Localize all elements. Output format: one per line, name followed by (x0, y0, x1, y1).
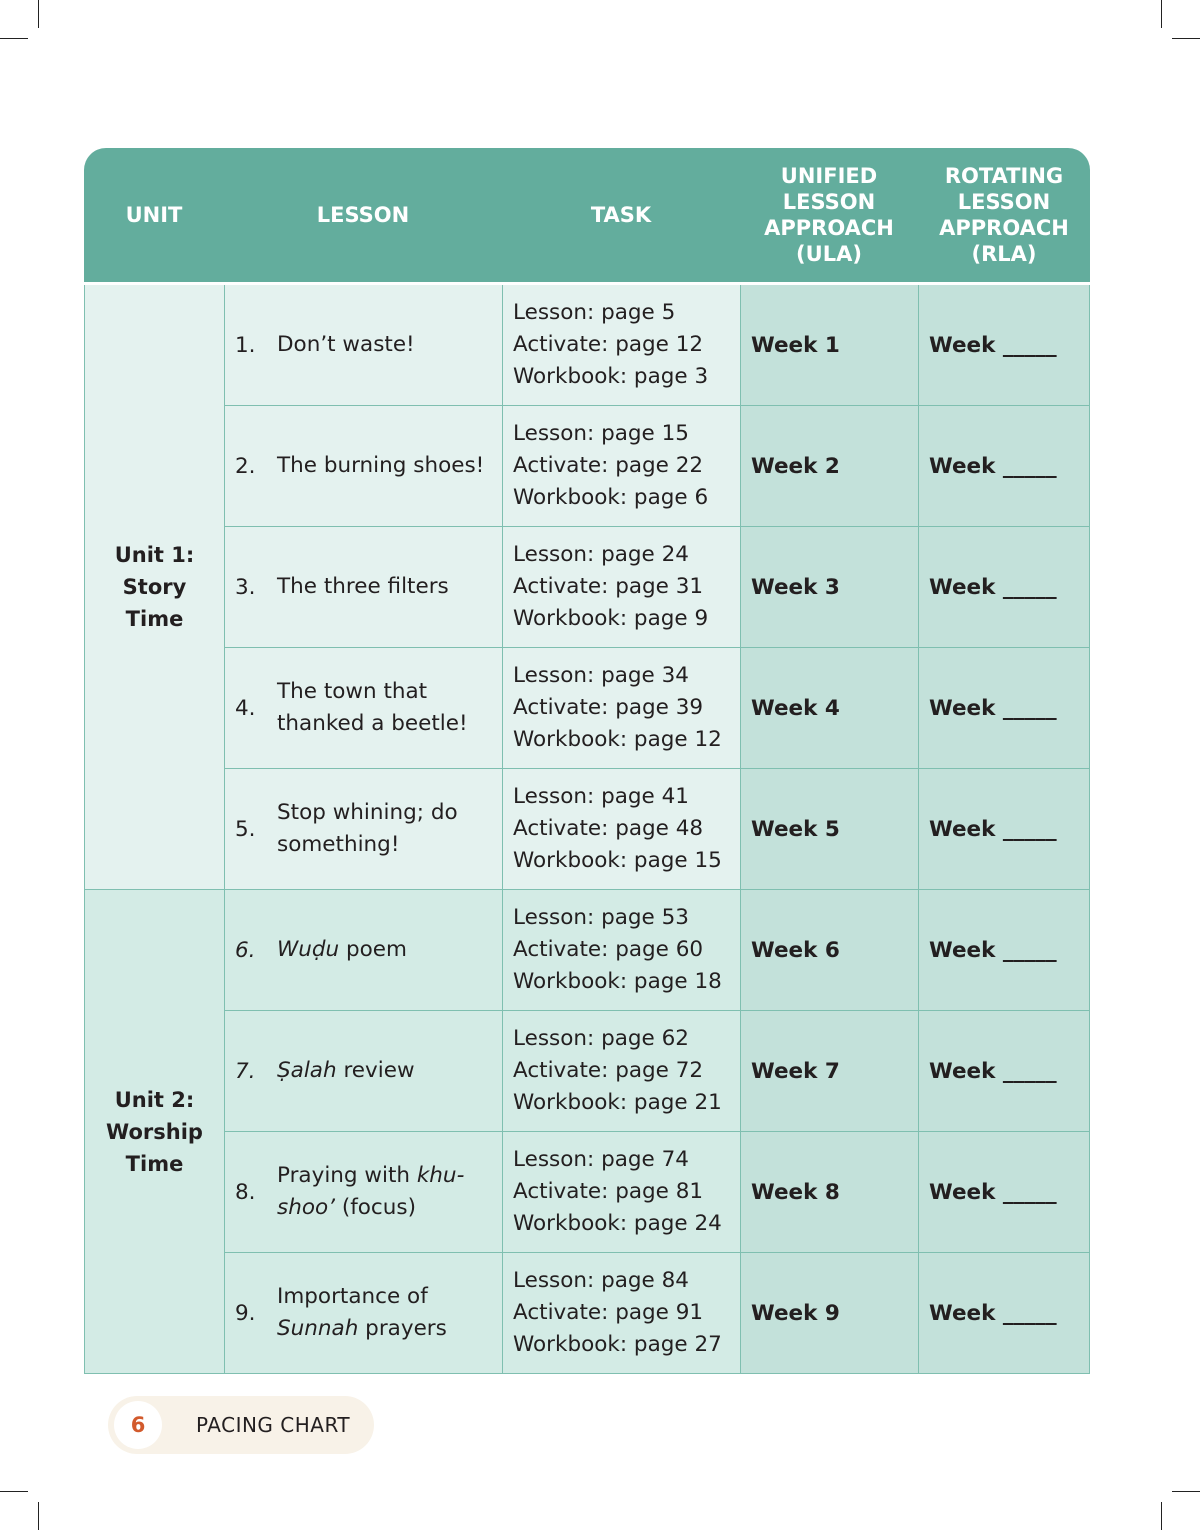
lesson-title (277, 934, 407, 966)
unit-1-group (84, 285, 1090, 890)
task-line: Activate: page 81 (513, 1179, 704, 1204)
page-number: 6 (114, 1401, 162, 1449)
ula-week: Week 3 (740, 527, 918, 648)
task-line: Workbook: page 6 (513, 485, 709, 510)
header-lesson: LESSON (316, 203, 410, 227)
lesson-title-rest: poem (339, 937, 407, 962)
lesson-title-rest: (focus) (334, 1195, 416, 1220)
lesson-title-italic: Sunnah (277, 1316, 359, 1341)
lesson-number: 4. (235, 695, 256, 721)
rla-week: Week _____ (918, 1132, 1090, 1253)
lesson-title (277, 1055, 415, 1087)
lesson-cell (224, 769, 502, 890)
header-ula-line: LESSON (782, 190, 876, 214)
rla-week: Week _____ (918, 285, 1090, 406)
unit-title-line: Time (125, 1151, 184, 1176)
task-line: Lesson: page 62 (513, 1026, 689, 1051)
header-rla-line: (RLA) (971, 242, 1037, 266)
ula-week: Week 5 (740, 769, 918, 890)
lesson-title: Importance of (277, 1284, 428, 1309)
rla-week: Week _____ (918, 1253, 1090, 1374)
lesson-title-italic: Ṣalah (277, 1058, 337, 1083)
task-line: Workbook: page 24 (513, 1211, 722, 1236)
pacing-table (84, 148, 1090, 1374)
lesson-cell (224, 527, 502, 648)
unit-1-title (84, 285, 224, 890)
crop-mark (1172, 38, 1200, 39)
lesson-number: 5. (235, 816, 256, 842)
lesson-title: The three filters (277, 574, 449, 599)
task-line: Activate: page 12 (513, 332, 704, 357)
task-line: Lesson: page 24 (513, 542, 689, 567)
task-line: Workbook: page 18 (513, 969, 722, 994)
lesson-number: 2. (235, 453, 256, 479)
lesson-cell (224, 890, 502, 1011)
crop-mark (38, 1502, 39, 1530)
unit-title-line: Unit 2: (114, 1087, 195, 1112)
task-line: Lesson: page 84 (513, 1268, 689, 1293)
lesson-number: 6. (235, 937, 256, 963)
task-line: Lesson: page 74 (513, 1147, 689, 1172)
lesson-title: The burning shoes! (277, 453, 485, 478)
lesson-title (277, 1192, 464, 1224)
ula-week: Week 7 (740, 1011, 918, 1132)
task-line: Activate: page 60 (513, 937, 704, 962)
rla-week: Week _____ (918, 648, 1090, 769)
lesson-cell (224, 1011, 502, 1132)
lesson-title (277, 1313, 447, 1345)
ula-week: Week 1 (740, 285, 918, 406)
rla-week: Week _____ (918, 890, 1090, 1011)
task-cell (502, 1253, 740, 1374)
task-line: Lesson: page 15 (513, 421, 689, 446)
crop-mark (1172, 1491, 1200, 1492)
task-line: Lesson: page 41 (513, 784, 689, 809)
task-line: Workbook: page 3 (513, 364, 709, 389)
crop-mark (0, 38, 28, 39)
lesson-title: The town that (277, 679, 428, 704)
lesson-cell (224, 406, 502, 527)
ula-week: Week 2 (740, 406, 918, 527)
task-line: Workbook: page 9 (513, 606, 709, 631)
page-footer (108, 1396, 374, 1454)
task-line: Activate: page 72 (513, 1058, 704, 1083)
lesson-title-rest: review (336, 1058, 415, 1083)
task-cell (502, 406, 740, 527)
header-ula-line: APPROACH (764, 216, 894, 240)
unit-2-title (84, 890, 224, 1374)
rla-week: Week _____ (918, 1011, 1090, 1132)
task-line: Lesson: page 5 (513, 300, 676, 325)
lesson-title-italic: Wuḍu (277, 937, 340, 962)
task-cell (502, 890, 740, 1011)
header-ula (740, 148, 918, 282)
header-rla (918, 148, 1090, 282)
task-cell (502, 285, 740, 406)
task-line: Workbook: page 15 (513, 848, 722, 873)
unit-title-line: Worship (106, 1119, 203, 1144)
task-line: Activate: page 31 (513, 574, 704, 599)
task-line: Workbook: page 12 (513, 727, 722, 752)
lesson-number: 3. (235, 574, 256, 600)
lesson-title (277, 1160, 464, 1192)
rla-week: Week _____ (918, 527, 1090, 648)
header-ula-line: (ULA) (796, 242, 862, 266)
header-task: TASK (590, 203, 652, 227)
lesson-title-italic: shoo’ (277, 1195, 335, 1220)
lesson-cell (224, 285, 502, 406)
lesson-title-rest: Praying with (277, 1163, 417, 1188)
crop-mark (0, 1491, 28, 1492)
table-header (84, 148, 1090, 285)
lesson-title-rest: prayers (358, 1316, 447, 1341)
lesson-cell (224, 1132, 502, 1253)
header-ula-line: UNIFIED (780, 164, 878, 188)
footer-title: PACING CHART (196, 1413, 351, 1437)
unit-title-line: Unit 1: (114, 543, 195, 567)
lesson-number: 1. (235, 332, 256, 358)
task-line: Workbook: page 21 (513, 1090, 722, 1115)
unit-title-line: Time (125, 607, 184, 631)
lesson-title: Don’t waste! (277, 332, 415, 357)
ula-week: Week 9 (740, 1253, 918, 1374)
task-line: Lesson: page 53 (513, 905, 689, 930)
header-rla-line: ROTATING (944, 164, 1064, 188)
crop-mark (38, 0, 39, 28)
header-rla-line: LESSON (957, 190, 1051, 214)
task-line: Activate: page 91 (513, 1300, 704, 1325)
task-line: Activate: page 22 (513, 453, 704, 478)
lesson-title: Stop whining; do (277, 800, 458, 825)
task-line: Lesson: page 34 (513, 663, 689, 688)
ula-week: Week 8 (740, 1132, 918, 1253)
crop-mark (1161, 0, 1162, 28)
lesson-title: something! (277, 832, 400, 857)
header-rla-line: APPROACH (939, 216, 1069, 240)
unit-title-line: Story (122, 575, 187, 599)
ula-week: Week 6 (740, 890, 918, 1011)
unit-2-group (84, 890, 1090, 1374)
lesson-cell (224, 648, 502, 769)
rla-week: Week _____ (918, 406, 1090, 527)
lesson-title-italic: khu- (416, 1163, 465, 1188)
task-cell (502, 1011, 740, 1132)
lesson-cell (224, 1253, 502, 1374)
lesson-number: 7. (235, 1058, 256, 1084)
task-line: Activate: page 48 (513, 816, 704, 841)
task-cell (502, 527, 740, 648)
task-line: Workbook: page 27 (513, 1332, 722, 1357)
lesson-number: 9. (235, 1300, 256, 1326)
task-cell (502, 648, 740, 769)
task-cell (502, 1132, 740, 1253)
task-cell (502, 769, 740, 890)
crop-mark (1161, 1502, 1162, 1530)
task-line: Activate: page 39 (513, 695, 704, 720)
lesson-title: thanked a beetle! (277, 711, 468, 736)
header-unit: UNIT (125, 203, 183, 227)
ula-week: Week 4 (740, 648, 918, 769)
rla-week: Week _____ (918, 769, 1090, 890)
lesson-number: 8. (235, 1179, 256, 1205)
